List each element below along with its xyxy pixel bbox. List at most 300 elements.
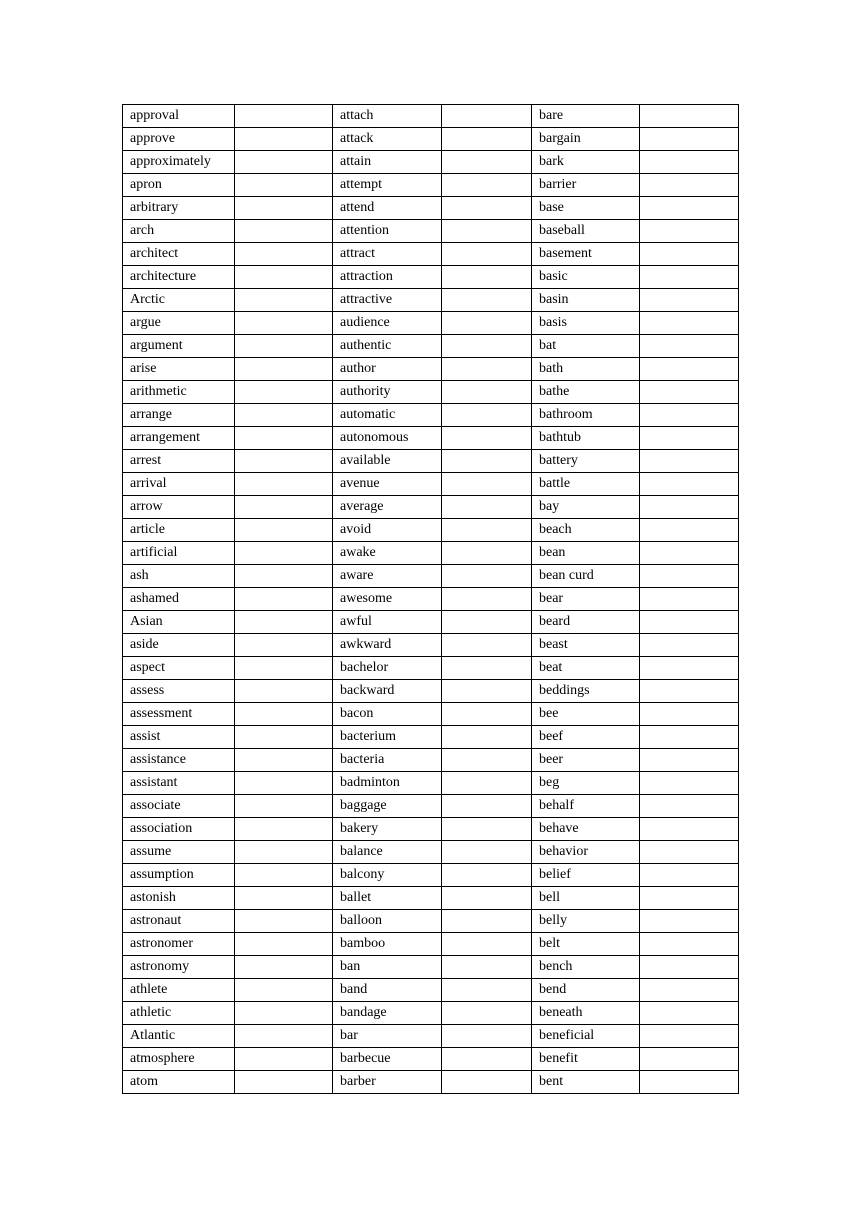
vocabulary-word-cell: aware: [333, 565, 442, 588]
table-row: [123, 565, 739, 588]
vocabulary-word-cell: beneath: [532, 1002, 640, 1025]
vocabulary-word-cell: bear: [532, 588, 640, 611]
blank-answer-cell: [235, 358, 333, 381]
blank-answer-cell: [442, 887, 532, 910]
vocabulary-word-cell: artificial: [123, 542, 235, 565]
blank-answer-cell: [640, 427, 739, 450]
vocabulary-word-cell: belly: [532, 910, 640, 933]
vocabulary-word-cell: beddings: [532, 680, 640, 703]
blank-answer-cell: [235, 496, 333, 519]
vocabulary-word-cell: balance: [333, 841, 442, 864]
blank-answer-cell: [640, 542, 739, 565]
blank-answer-cell: [640, 174, 739, 197]
blank-answer-cell: [235, 1048, 333, 1071]
blank-answer-cell: [442, 266, 532, 289]
blank-answer-cell: [235, 634, 333, 657]
blank-answer-cell: [235, 979, 333, 1002]
vocabulary-word-cell: assess: [123, 680, 235, 703]
blank-answer-cell: [235, 1002, 333, 1025]
blank-answer-cell: [640, 243, 739, 266]
vocabulary-word-cell: awkward: [333, 634, 442, 657]
vocabulary-word-cell: awesome: [333, 588, 442, 611]
blank-answer-cell: [640, 749, 739, 772]
blank-answer-cell: [235, 243, 333, 266]
vocabulary-word-cell: bacon: [333, 703, 442, 726]
vocabulary-word-cell: arbitrary: [123, 197, 235, 220]
blank-answer-cell: [442, 473, 532, 496]
vocabulary-word-cell: astronomer: [123, 933, 235, 956]
vocabulary-word-cell: barbecue: [333, 1048, 442, 1071]
vocabulary-word-cell: ban: [333, 956, 442, 979]
vocabulary-word-cell: available: [333, 450, 442, 473]
blank-answer-cell: [235, 105, 333, 128]
blank-answer-cell: [442, 933, 532, 956]
blank-answer-cell: [442, 128, 532, 151]
vocabulary-word-cell: behalf: [532, 795, 640, 818]
table-row: [123, 680, 739, 703]
blank-answer-cell: [442, 795, 532, 818]
vocabulary-word-cell: bargain: [532, 128, 640, 151]
blank-answer-cell: [640, 588, 739, 611]
vocabulary-word-cell: bark: [532, 151, 640, 174]
blank-answer-cell: [235, 726, 333, 749]
vocabulary-word-cell: assist: [123, 726, 235, 749]
blank-answer-cell: [640, 266, 739, 289]
blank-answer-cell: [442, 174, 532, 197]
table-row: [123, 841, 739, 864]
vocabulary-word-cell: awful: [333, 611, 442, 634]
vocabulary-word-cell: barrier: [532, 174, 640, 197]
table-row: [123, 864, 739, 887]
vocabulary-word-cell: barber: [333, 1071, 442, 1094]
vocabulary-word-cell: astonish: [123, 887, 235, 910]
vocabulary-word-cell: arrest: [123, 450, 235, 473]
vocabulary-word-cell: attach: [333, 105, 442, 128]
table-row: [123, 220, 739, 243]
blank-answer-cell: [640, 1002, 739, 1025]
vocabulary-word-cell: avoid: [333, 519, 442, 542]
blank-answer-cell: [235, 473, 333, 496]
blank-answer-cell: [235, 450, 333, 473]
vocabulary-word-cell: bandage: [333, 1002, 442, 1025]
blank-answer-cell: [640, 312, 739, 335]
vocabulary-word-cell: bacterium: [333, 726, 442, 749]
blank-answer-cell: [442, 657, 532, 680]
blank-answer-cell: [640, 910, 739, 933]
vocabulary-word-cell: basin: [532, 289, 640, 312]
blank-answer-cell: [640, 1048, 739, 1071]
table-row: [123, 979, 739, 1002]
blank-answer-cell: [235, 335, 333, 358]
blank-answer-cell: [235, 795, 333, 818]
blank-answer-cell: [442, 427, 532, 450]
vocabulary-word-cell: bathtub: [532, 427, 640, 450]
vocabulary-word-cell: belt: [532, 933, 640, 956]
vocabulary-word-cell: architect: [123, 243, 235, 266]
blank-answer-cell: [442, 496, 532, 519]
blank-answer-cell: [442, 358, 532, 381]
blank-answer-cell: [640, 795, 739, 818]
vocabulary-table-body: [123, 105, 739, 1094]
vocabulary-word-cell: bachelor: [333, 657, 442, 680]
blank-answer-cell: [235, 887, 333, 910]
vocabulary-word-cell: beer: [532, 749, 640, 772]
table-row: [123, 749, 739, 772]
table-row: [123, 174, 739, 197]
blank-answer-cell: [235, 427, 333, 450]
vocabulary-word-cell: Asian: [123, 611, 235, 634]
vocabulary-word-cell: attraction: [333, 266, 442, 289]
vocabulary-word-cell: bakery: [333, 818, 442, 841]
blank-answer-cell: [235, 174, 333, 197]
blank-answer-cell: [442, 956, 532, 979]
vocabulary-word-cell: Atlantic: [123, 1025, 235, 1048]
blank-answer-cell: [640, 657, 739, 680]
blank-answer-cell: [235, 289, 333, 312]
blank-answer-cell: [640, 335, 739, 358]
blank-answer-cell: [442, 611, 532, 634]
vocabulary-word-cell: beef: [532, 726, 640, 749]
vocabulary-word-cell: bean curd: [532, 565, 640, 588]
vocabulary-word-cell: beach: [532, 519, 640, 542]
table-row: [123, 335, 739, 358]
vocabulary-word-cell: ashamed: [123, 588, 235, 611]
blank-answer-cell: [640, 381, 739, 404]
blank-answer-cell: [235, 1071, 333, 1094]
blank-answer-cell: [442, 1025, 532, 1048]
vocabulary-word-cell: average: [333, 496, 442, 519]
table-row: [123, 887, 739, 910]
vocabulary-word-cell: autonomous: [333, 427, 442, 450]
blank-answer-cell: [640, 404, 739, 427]
vocabulary-word-cell: balloon: [333, 910, 442, 933]
vocabulary-word-cell: basement: [532, 243, 640, 266]
vocabulary-word-cell: bean: [532, 542, 640, 565]
vocabulary-word-cell: backward: [333, 680, 442, 703]
vocabulary-word-cell: arise: [123, 358, 235, 381]
vocabulary-word-cell: athletic: [123, 1002, 235, 1025]
blank-answer-cell: [442, 335, 532, 358]
vocabulary-word-cell: bee: [532, 703, 640, 726]
vocabulary-word-cell: Arctic: [123, 289, 235, 312]
vocabulary-word-cell: attack: [333, 128, 442, 151]
blank-answer-cell: [640, 473, 739, 496]
blank-answer-cell: [442, 542, 532, 565]
blank-answer-cell: [442, 1048, 532, 1071]
blank-answer-cell: [640, 772, 739, 795]
vocabulary-word-cell: bathroom: [532, 404, 640, 427]
vocabulary-word-cell: architecture: [123, 266, 235, 289]
table-row: [123, 197, 739, 220]
table-row: [123, 910, 739, 933]
vocabulary-word-cell: arrangement: [123, 427, 235, 450]
table-row: [123, 151, 739, 174]
vocabulary-word-cell: bacteria: [333, 749, 442, 772]
table-row: [123, 772, 739, 795]
vocabulary-word-cell: arrange: [123, 404, 235, 427]
blank-answer-cell: [235, 312, 333, 335]
blank-answer-cell: [235, 381, 333, 404]
vocabulary-word-cell: assumption: [123, 864, 235, 887]
blank-answer-cell: [442, 588, 532, 611]
vocabulary-word-cell: bay: [532, 496, 640, 519]
blank-answer-cell: [235, 933, 333, 956]
table-row: [123, 427, 739, 450]
vocabulary-word-cell: association: [123, 818, 235, 841]
vocabulary-word-cell: attractive: [333, 289, 442, 312]
blank-answer-cell: [640, 818, 739, 841]
blank-answer-cell: [640, 450, 739, 473]
blank-answer-cell: [442, 381, 532, 404]
vocabulary-word-cell: authority: [333, 381, 442, 404]
vocabulary-word-cell: baggage: [333, 795, 442, 818]
table-row: [123, 703, 739, 726]
table-row: [123, 450, 739, 473]
vocabulary-word-cell: balcony: [333, 864, 442, 887]
blank-answer-cell: [235, 1025, 333, 1048]
blank-answer-cell: [442, 634, 532, 657]
blank-answer-cell: [235, 404, 333, 427]
vocabulary-word-cell: beg: [532, 772, 640, 795]
table-row: [123, 1048, 739, 1071]
vocabulary-table: [122, 104, 739, 1094]
vocabulary-word-cell: battle: [532, 473, 640, 496]
table-row: [123, 795, 739, 818]
blank-answer-cell: [442, 749, 532, 772]
table-row: [123, 404, 739, 427]
blank-answer-cell: [442, 220, 532, 243]
table-row: [123, 1025, 739, 1048]
vocabulary-word-cell: authentic: [333, 335, 442, 358]
table-row: [123, 933, 739, 956]
vocabulary-word-cell: basic: [532, 266, 640, 289]
blank-answer-cell: [640, 680, 739, 703]
blank-answer-cell: [640, 887, 739, 910]
blank-answer-cell: [640, 1071, 739, 1094]
vocabulary-word-cell: audience: [333, 312, 442, 335]
vocabulary-word-cell: bat: [532, 335, 640, 358]
blank-answer-cell: [640, 933, 739, 956]
vocabulary-word-cell: attention: [333, 220, 442, 243]
table-row: [123, 1002, 739, 1025]
vocabulary-word-cell: atmosphere: [123, 1048, 235, 1071]
blank-answer-cell: [640, 956, 739, 979]
table-row: [123, 128, 739, 151]
table-row: [123, 243, 739, 266]
blank-answer-cell: [235, 197, 333, 220]
blank-answer-cell: [235, 151, 333, 174]
blank-answer-cell: [640, 634, 739, 657]
vocabulary-word-cell: bell: [532, 887, 640, 910]
table-row: [123, 358, 739, 381]
vocabulary-word-cell: basis: [532, 312, 640, 335]
blank-answer-cell: [442, 910, 532, 933]
blank-answer-cell: [640, 864, 739, 887]
vocabulary-word-cell: belief: [532, 864, 640, 887]
blank-answer-cell: [442, 726, 532, 749]
blank-answer-cell: [640, 703, 739, 726]
vocabulary-word-cell: arithmetic: [123, 381, 235, 404]
table-row: [123, 519, 739, 542]
table-row: [123, 588, 739, 611]
vocabulary-word-cell: astronomy: [123, 956, 235, 979]
vocabulary-word-cell: attain: [333, 151, 442, 174]
blank-answer-cell: [640, 726, 739, 749]
vocabulary-word-cell: argue: [123, 312, 235, 335]
blank-answer-cell: [640, 197, 739, 220]
blank-answer-cell: [235, 680, 333, 703]
blank-answer-cell: [235, 910, 333, 933]
vocabulary-word-cell: arrival: [123, 473, 235, 496]
blank-answer-cell: [235, 266, 333, 289]
vocabulary-word-cell: assume: [123, 841, 235, 864]
table-row: [123, 105, 739, 128]
vocabulary-word-cell: bath: [532, 358, 640, 381]
vocabulary-word-cell: bar: [333, 1025, 442, 1048]
blank-answer-cell: [640, 151, 739, 174]
blank-answer-cell: [442, 772, 532, 795]
vocabulary-word-cell: beast: [532, 634, 640, 657]
vocabulary-word-cell: benefit: [532, 1048, 640, 1071]
blank-answer-cell: [442, 818, 532, 841]
table-row: [123, 1071, 739, 1094]
vocabulary-word-cell: article: [123, 519, 235, 542]
blank-answer-cell: [235, 128, 333, 151]
blank-answer-cell: [235, 657, 333, 680]
table-row: [123, 289, 739, 312]
vocabulary-word-cell: behave: [532, 818, 640, 841]
blank-answer-cell: [235, 220, 333, 243]
table-row: [123, 381, 739, 404]
vocabulary-word-cell: base: [532, 197, 640, 220]
blank-answer-cell: [235, 519, 333, 542]
table-row: [123, 266, 739, 289]
vocabulary-word-cell: beat: [532, 657, 640, 680]
vocabulary-word-cell: automatic: [333, 404, 442, 427]
vocabulary-word-cell: assistant: [123, 772, 235, 795]
vocabulary-word-cell: beard: [532, 611, 640, 634]
vocabulary-word-cell: baseball: [532, 220, 640, 243]
blank-answer-cell: [235, 749, 333, 772]
vocabulary-word-cell: assistance: [123, 749, 235, 772]
blank-answer-cell: [442, 151, 532, 174]
vocabulary-word-cell: ballet: [333, 887, 442, 910]
blank-answer-cell: [640, 979, 739, 1002]
vocabulary-word-cell: approximately: [123, 151, 235, 174]
table-row: [123, 657, 739, 680]
blank-answer-cell: [442, 979, 532, 1002]
blank-answer-cell: [235, 565, 333, 588]
blank-answer-cell: [442, 1071, 532, 1094]
vocabulary-word-cell: arch: [123, 220, 235, 243]
blank-answer-cell: [640, 1025, 739, 1048]
table-row: [123, 496, 739, 519]
vocabulary-word-cell: arrow: [123, 496, 235, 519]
vocabulary-word-cell: bamboo: [333, 933, 442, 956]
blank-answer-cell: [442, 450, 532, 473]
blank-answer-cell: [442, 197, 532, 220]
vocabulary-word-cell: beneficial: [532, 1025, 640, 1048]
vocabulary-word-cell: behavior: [532, 841, 640, 864]
vocabulary-word-cell: bathe: [532, 381, 640, 404]
table-row: [123, 542, 739, 565]
vocabulary-word-cell: band: [333, 979, 442, 1002]
vocabulary-word-cell: ash: [123, 565, 235, 588]
blank-answer-cell: [640, 565, 739, 588]
blank-answer-cell: [640, 496, 739, 519]
table-row: [123, 726, 739, 749]
vocabulary-word-cell: bare: [532, 105, 640, 128]
blank-answer-cell: [442, 1002, 532, 1025]
blank-answer-cell: [235, 956, 333, 979]
blank-answer-cell: [442, 404, 532, 427]
blank-answer-cell: [235, 611, 333, 634]
vocabulary-word-cell: associate: [123, 795, 235, 818]
blank-answer-cell: [640, 128, 739, 151]
vocabulary-word-cell: attend: [333, 197, 442, 220]
vocabulary-word-cell: bench: [532, 956, 640, 979]
blank-answer-cell: [235, 841, 333, 864]
vocabulary-word-cell: assessment: [123, 703, 235, 726]
vocabulary-word-cell: attract: [333, 243, 442, 266]
blank-answer-cell: [640, 358, 739, 381]
blank-answer-cell: [442, 703, 532, 726]
blank-answer-cell: [235, 588, 333, 611]
vocabulary-word-cell: avenue: [333, 473, 442, 496]
vocabulary-word-cell: apron: [123, 174, 235, 197]
blank-answer-cell: [442, 841, 532, 864]
blank-answer-cell: [442, 105, 532, 128]
vocabulary-word-cell: athlete: [123, 979, 235, 1002]
blank-answer-cell: [442, 312, 532, 335]
vocabulary-word-cell: bent: [532, 1071, 640, 1094]
blank-answer-cell: [442, 565, 532, 588]
table-row: [123, 611, 739, 634]
blank-answer-cell: [442, 864, 532, 887]
vocabulary-word-cell: argument: [123, 335, 235, 358]
vocabulary-word-cell: battery: [532, 450, 640, 473]
blank-answer-cell: [640, 841, 739, 864]
vocabulary-word-cell: author: [333, 358, 442, 381]
vocabulary-word-cell: approval: [123, 105, 235, 128]
blank-answer-cell: [640, 105, 739, 128]
vocabulary-word-cell: approve: [123, 128, 235, 151]
table-row: [123, 818, 739, 841]
blank-answer-cell: [442, 519, 532, 542]
blank-answer-cell: [442, 243, 532, 266]
vocabulary-word-cell: aside: [123, 634, 235, 657]
vocabulary-word-cell: awake: [333, 542, 442, 565]
blank-answer-cell: [235, 542, 333, 565]
blank-answer-cell: [235, 864, 333, 887]
blank-answer-cell: [235, 818, 333, 841]
vocabulary-word-cell: attempt: [333, 174, 442, 197]
blank-answer-cell: [640, 611, 739, 634]
blank-answer-cell: [640, 519, 739, 542]
table-row: [123, 473, 739, 496]
vocabulary-word-cell: badminton: [333, 772, 442, 795]
blank-answer-cell: [640, 220, 739, 243]
table-row: [123, 634, 739, 657]
table-row: [123, 312, 739, 335]
blank-answer-cell: [442, 289, 532, 312]
vocabulary-word-cell: aspect: [123, 657, 235, 680]
blank-answer-cell: [442, 680, 532, 703]
vocabulary-word-cell: atom: [123, 1071, 235, 1094]
vocabulary-word-cell: astronaut: [123, 910, 235, 933]
vocabulary-word-cell: bend: [532, 979, 640, 1002]
blank-answer-cell: [235, 772, 333, 795]
